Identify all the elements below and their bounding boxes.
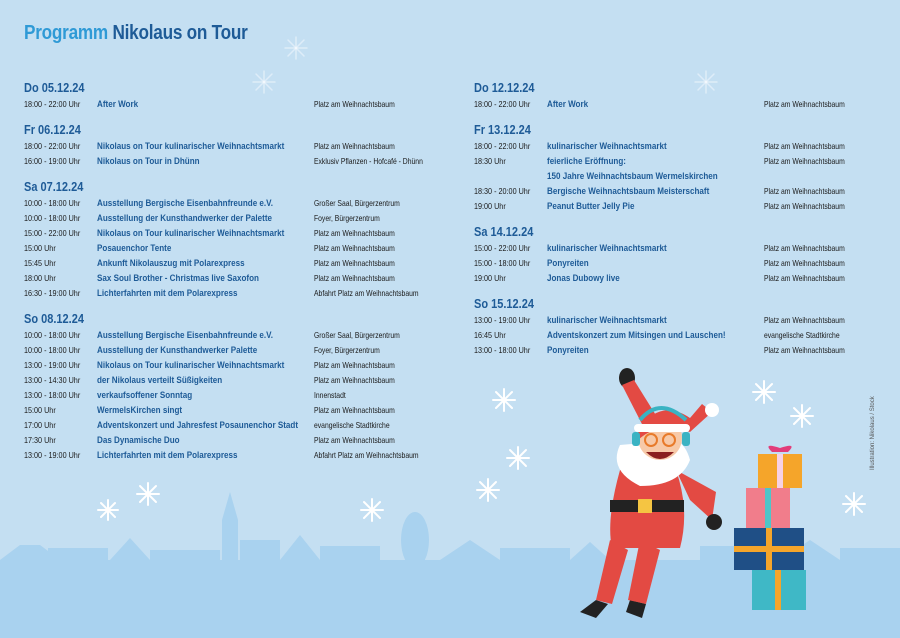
- event-location: Großer Saal, Bürgerzentrum: [314, 198, 400, 208]
- event-time: 13:00 - 19:00 Uhr: [24, 450, 81, 460]
- event-title: feierliche Eröffnung: 150 Jahre Weihnachtsbaum Wermelskirchen: [547, 156, 718, 182]
- event-row: [474, 343, 874, 358]
- event-row: [474, 154, 874, 184]
- event-title: Jonas Dubowy live: [547, 273, 620, 284]
- event-location: Abfahrt Platz am Weihnachtsbaum: [314, 288, 419, 298]
- event-title: Das Dynamische Duo: [97, 435, 180, 446]
- event-time: 18:30 Uhr: [474, 156, 506, 166]
- event-row: [474, 97, 874, 112]
- event-title: Sax Soul Brother - Christmas live Saxofon: [97, 273, 259, 284]
- event-title: Ausstellung der Kunsthandwerker Palette: [97, 345, 258, 356]
- event-title: After Work: [97, 99, 139, 110]
- event-time: 10:00 - 18:00 Uhr: [24, 345, 81, 355]
- event-time: 18:00 - 22:00 Uhr: [474, 141, 531, 151]
- event-time: 18:30 - 20:00 Uhr: [474, 186, 531, 196]
- event-time: 16:00 - 19:00 Uhr: [24, 156, 81, 166]
- event-title: Nikolaus on Tour in Dhünn: [97, 156, 200, 167]
- event-row: [24, 358, 444, 373]
- event-location: Platz am Weihnachtsbaum: [764, 156, 845, 166]
- event-row: [24, 271, 444, 286]
- event-title: Lichterfahrten mit dem Polarexpress: [97, 450, 238, 461]
- event-time: 19:00 Uhr: [474, 201, 506, 211]
- event-time: 19:00 Uhr: [474, 273, 506, 283]
- title-program: Programm: [24, 22, 108, 44]
- event-title: Nikolaus on Tour kulinarischer Weihnachtsmarkt: [97, 228, 285, 239]
- event-time: 16:30 - 19:00 Uhr: [24, 288, 81, 298]
- event-row: [24, 154, 444, 169]
- event-row: [24, 418, 444, 433]
- page-title: [24, 22, 248, 45]
- event-location: Platz am Weihnachtsbaum: [764, 258, 845, 268]
- event-title: Ausstellung Bergische Eisenbahnfreunde e.V.: [97, 330, 274, 341]
- day-block: [474, 122, 874, 214]
- event-time: 18:00 Uhr: [24, 273, 56, 283]
- event-location: Platz am Weihnachtsbaum: [764, 99, 845, 109]
- event-row: [24, 448, 444, 463]
- event-title: Adventskonzert zum Mitsingen und Lauschen!: [547, 330, 726, 341]
- day-date: Do 05.12.24: [24, 81, 85, 95]
- event-title: Nikolaus on Tour kulinarischer Weihnachtsmarkt: [97, 360, 285, 371]
- event-location: Foyer, Bürgerzentrum: [314, 345, 380, 355]
- event-location: Platz am Weihnachtsbaum: [314, 273, 395, 283]
- event-time: 13:00 - 19:00 Uhr: [474, 315, 531, 325]
- event-row: [474, 241, 874, 256]
- event-location: Platz am Weihnachtsbaum: [764, 315, 845, 325]
- event-title: Ausstellung Bergische Eisenbahnfreunde e.V.: [97, 198, 274, 209]
- day-date: Sa 07.12.24: [24, 180, 84, 194]
- event-location: Platz am Weihnachtsbaum: [314, 243, 395, 253]
- event-time: 17:30 Uhr: [24, 435, 56, 445]
- event-time: 13:00 - 19:00 Uhr: [24, 360, 81, 370]
- event-time: 15:45 Uhr: [24, 258, 56, 268]
- event-title: Ausstellung der Kunsthandwerker der Palette: [97, 213, 273, 224]
- event-title: Peanut Butter Jelly Pie: [547, 201, 635, 212]
- event-row: [24, 256, 444, 271]
- event-row: [24, 286, 444, 301]
- event-time: 15:00 - 22:00 Uhr: [474, 243, 531, 253]
- event-row: [474, 328, 874, 343]
- day-date: So 15.12.24: [474, 297, 534, 311]
- event-time: 18:00 - 22:00 Uhr: [24, 141, 81, 151]
- schedule-right-column: [474, 80, 874, 368]
- event-row: [24, 343, 444, 358]
- event-time: 15:00 - 22:00 Uhr: [24, 228, 81, 238]
- event-location: Großer Saal, Bürgerzentrum: [314, 330, 400, 340]
- event-row: [24, 139, 444, 154]
- event-location: Platz am Weihnachtsbaum: [314, 258, 395, 268]
- day-block: [24, 122, 444, 169]
- event-location: Platz am Weihnachtsbaum: [314, 375, 395, 385]
- event-title: Nikolaus on Tour kulinarischer Weihnachtsmarkt: [97, 141, 285, 152]
- event-title: Ponyreiten: [547, 258, 589, 269]
- event-location: Exklusiv Pflanzen - Hofcafé - Dhünn: [314, 156, 423, 166]
- event-title: kulinarischer Weihnachtsmarkt: [547, 141, 667, 152]
- day-block: [474, 80, 874, 112]
- event-location: Platz am Weihnachtsbaum: [764, 141, 845, 151]
- event-location: Innenstadt: [314, 390, 346, 400]
- event-row: [24, 196, 444, 211]
- event-row: [24, 211, 444, 226]
- event-time: 13:00 - 18:00 Uhr: [24, 390, 81, 400]
- event-title: kulinarischer Weihnachtsmarkt: [547, 315, 667, 326]
- event-title: Bergische Weihnachtsbaum Meisterschaft: [547, 186, 710, 197]
- event-time: 13:00 - 14:30 Uhr: [24, 375, 81, 385]
- event-title: kulinarischer Weihnachtsmarkt: [547, 243, 667, 254]
- day-block: [24, 179, 444, 301]
- event-location: evangelische Stadtkirche: [764, 330, 840, 340]
- event-row: [24, 373, 444, 388]
- event-row: [474, 313, 874, 328]
- event-row: [24, 433, 444, 448]
- event-time: 15:00 Uhr: [24, 243, 56, 253]
- event-location: Platz am Weihnachtsbaum: [314, 405, 395, 415]
- event-row: [474, 256, 874, 271]
- event-row: [24, 97, 444, 112]
- event-row: [24, 241, 444, 256]
- event-title: Ponyreiten: [547, 345, 589, 356]
- event-location: Platz am Weihnachtsbaum: [764, 273, 845, 283]
- day-block: [24, 80, 444, 112]
- event-title: Adventskonzert und Jahresfest Posaunenchor Stadt: [97, 420, 299, 431]
- event-time: 18:00 - 22:00 Uhr: [474, 99, 531, 109]
- event-title: der Nikolaus verteilt Süßigkeiten: [97, 375, 223, 386]
- schedule-left-column: [24, 80, 444, 473]
- event-location: Platz am Weihnachtsbaum: [764, 345, 845, 355]
- event-location: Platz am Weihnachtsbaum: [764, 243, 845, 253]
- event-location: Platz am Weihnachtsbaum: [314, 360, 395, 370]
- event-location: Abfahrt Platz am Weihnachtsbaum: [314, 450, 419, 460]
- event-row: [24, 328, 444, 343]
- event-time: 18:00 - 22:00 Uhr: [24, 99, 81, 109]
- title-event-name: Nikolaus on Tour: [112, 22, 248, 44]
- event-title: verkaufsoffener Sonntag: [97, 390, 193, 401]
- day-date: Fr 06.12.24: [24, 123, 81, 137]
- event-time: 10:00 - 18:00 Uhr: [24, 198, 81, 208]
- event-row: [24, 226, 444, 241]
- event-time: 15:00 - 18:00 Uhr: [474, 258, 531, 268]
- event-row: [474, 271, 874, 286]
- event-time: 10:00 - 18:00 Uhr: [24, 330, 81, 340]
- day-date: Do 12.12.24: [474, 81, 535, 95]
- event-time: 16:45 Uhr: [474, 330, 506, 340]
- event-row: [24, 388, 444, 403]
- event-title: Lichterfahrten mit dem Polarexpress: [97, 288, 238, 299]
- event-row: [474, 199, 874, 214]
- event-time: 17:00 Uhr: [24, 420, 56, 430]
- event-title: WermelsKirchen singt: [97, 405, 183, 416]
- event-location: Platz am Weihnachtsbaum: [314, 141, 395, 151]
- event-title: Ankunft Nikolauszug mit Polarexpress: [97, 258, 245, 269]
- day-date: Fr 13.12.24: [474, 123, 531, 137]
- event-location: Platz am Weihnachtsbaum: [764, 186, 845, 196]
- event-title: After Work: [547, 99, 589, 110]
- event-row: [474, 184, 874, 199]
- day-date: Sa 14.12.24: [474, 225, 534, 239]
- event-time: 10:00 - 18:00 Uhr: [24, 213, 81, 223]
- event-location: Foyer, Bürgerzentrum: [314, 213, 380, 223]
- event-location: Platz am Weihnachtsbaum: [764, 201, 845, 211]
- event-location: Platz am Weihnachtsbaum: [314, 228, 395, 238]
- day-block: [474, 224, 874, 286]
- day-block: [24, 311, 444, 463]
- event-location: evangelische Stadtkirche: [314, 420, 390, 430]
- day-date: So 08.12.24: [24, 312, 84, 326]
- event-location: Platz am Weihnachtsbaum: [314, 99, 395, 109]
- event-row: [474, 139, 874, 154]
- illustration-credit: Illustration: Nikolaus / Stock: [870, 396, 876, 470]
- day-block: [474, 296, 874, 358]
- event-time: 15:00 Uhr: [24, 405, 56, 415]
- event-title: Posauenchor Tente: [97, 243, 172, 254]
- event-row: [24, 403, 444, 418]
- event-location: Platz am Weihnachtsbaum: [314, 435, 395, 445]
- event-time: 13:00 - 18:00 Uhr: [474, 345, 531, 355]
